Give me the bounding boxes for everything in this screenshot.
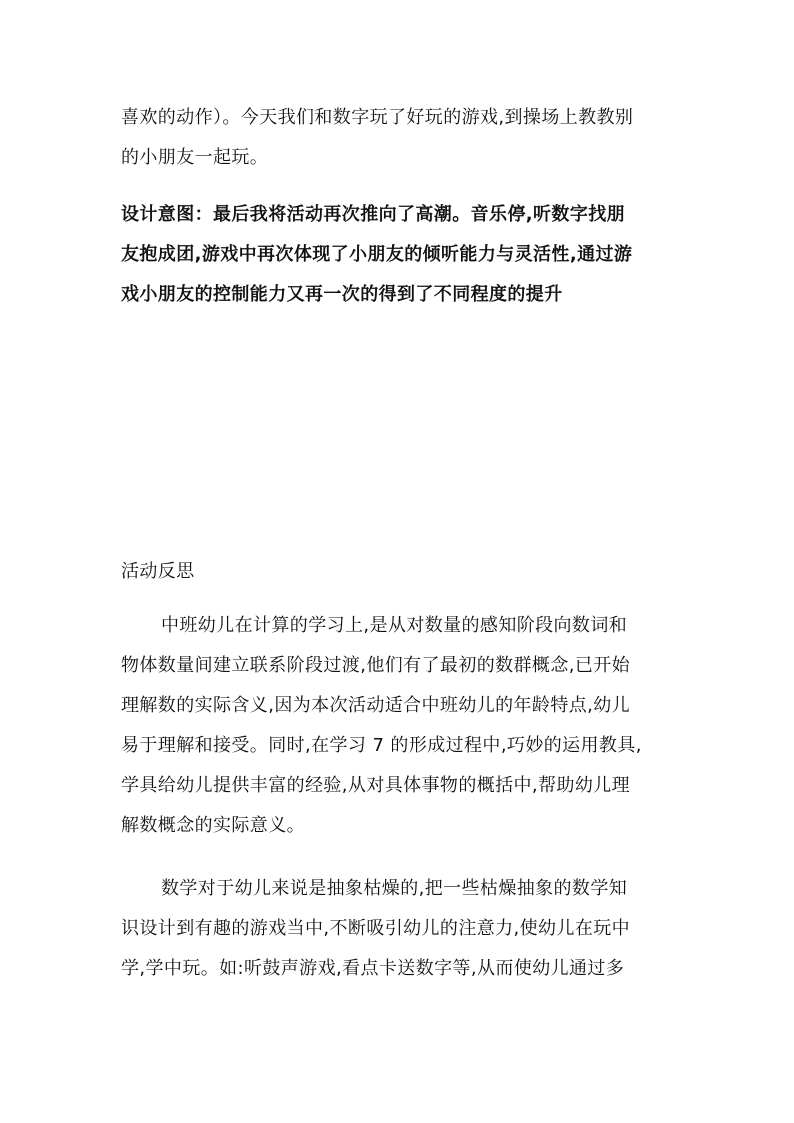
text-line: 理解数的实际含义,因为本次活动适合中班幼儿的年龄特点,幼儿 [121, 695, 631, 716]
text-line: 物体数量间建立联系阶段过渡,他们有了最初的数群概念,已开始 [121, 655, 631, 676]
text-line: 学,学中玩。如:听鼓声游戏,看点卡送数字等,从而使幼儿通过多 [121, 958, 625, 979]
paragraph-design-intent [121, 195, 681, 315]
text-line: 设计意图：最后我将活动再次推向了高潮。音乐停,听数字找朋 [121, 204, 626, 225]
section-heading-reflection [121, 552, 681, 592]
text-line: 喜欢的动作）。今天我们和数字玩了好玩的游戏,到操场上教教别 [121, 107, 634, 128]
paragraph-reflection-2 [121, 869, 681, 989]
paragraph-reflection-1 [121, 606, 681, 846]
text-line: 戏小朋友的控制能力又再一次的得到了不同程度的提升 [121, 284, 563, 305]
heading-text: 活动反思 [121, 561, 195, 582]
text-line: 友抱成团,游戏中再次体现了小朋友的倾听能力与灵活性,通过游 [121, 244, 633, 265]
text-line: 的小朋友一起玩。 [121, 147, 269, 168]
text-line: 解数概念的实际意义。 [121, 815, 305, 836]
text-line: 识设计到有趣的游戏当中,不断吸引幼儿的注意力,使幼儿在玩中 [121, 918, 631, 939]
paragraph-game-ending [121, 98, 681, 178]
text-line: 易于理解和接受。同时,在学习 7 的形成过程中,巧妙的运用教具, [121, 735, 642, 756]
text-line: 数学对于幼儿来说是抽象枯燥的,把一些枯燥抽象的数学知 [161, 878, 628, 899]
text-line: 中班幼儿在计算的学习上,是从对数量的感知阶段向数词和 [161, 615, 628, 636]
text-line: 学具给幼儿提供丰富的经验,从对具体事物的概括中,帮助幼儿理 [121, 775, 631, 796]
